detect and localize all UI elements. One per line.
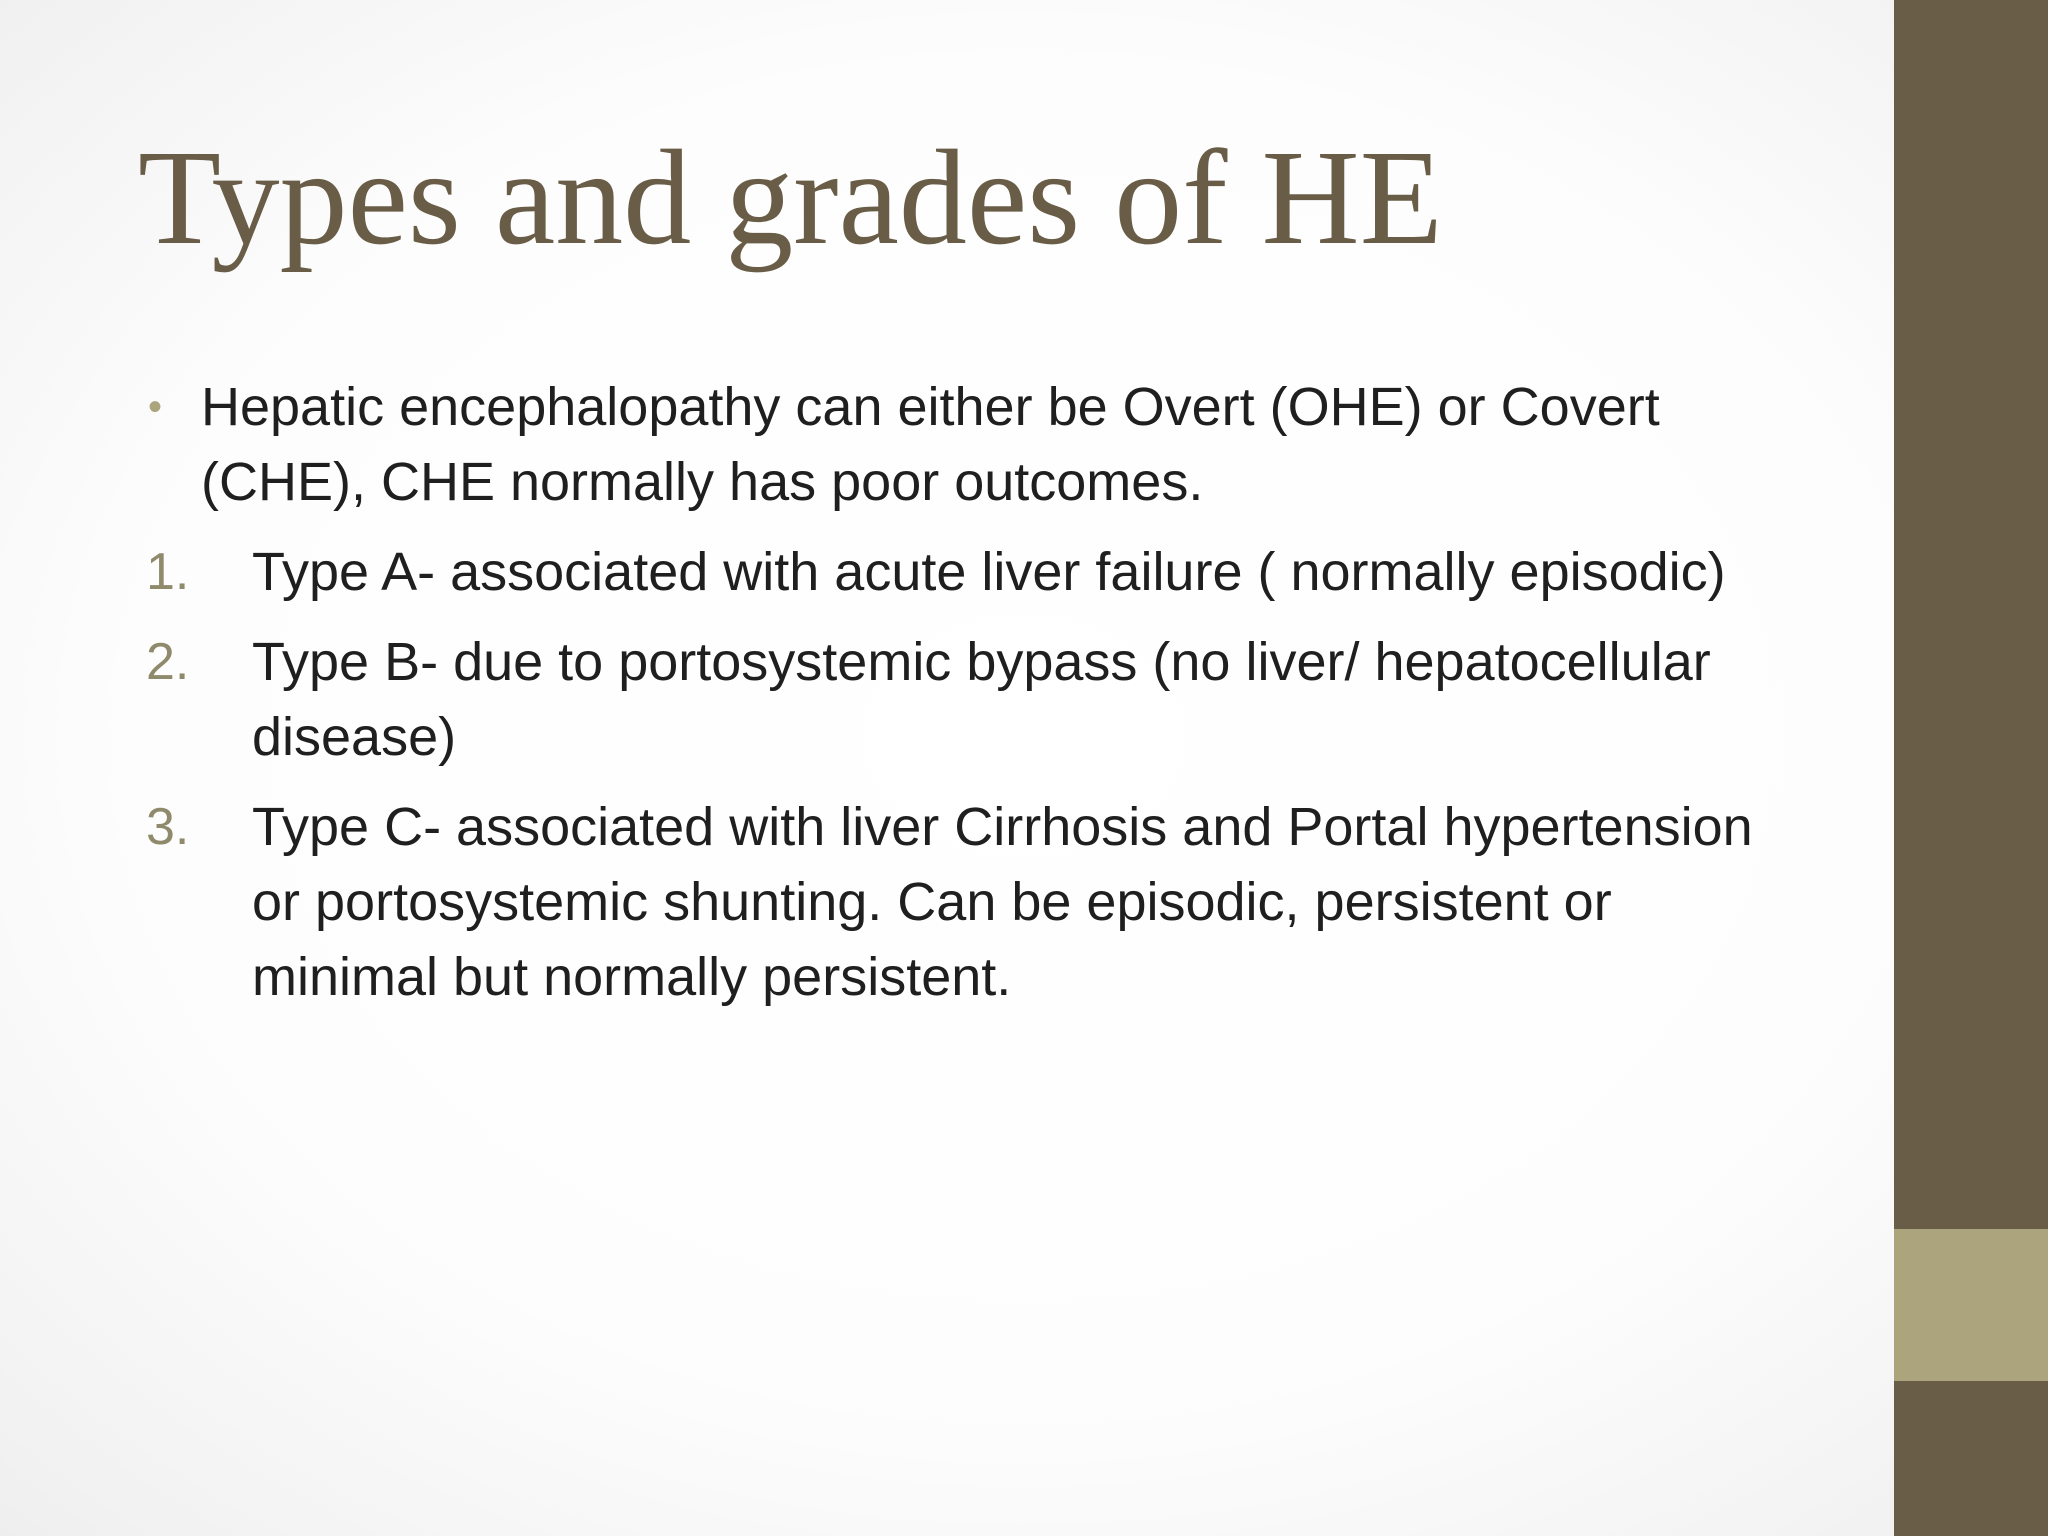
list-item-2 <box>146 625 1786 775</box>
sidebar-accent-band <box>1894 1229 2048 1381</box>
decorative-sidebar <box>1894 0 2048 1536</box>
list-item-3 <box>146 790 1786 1015</box>
bullet-item <box>146 370 1786 520</box>
list-text-2: Type B- due to portosystemic bypass (no liver/ hepatocellular disease) <box>252 632 1711 767</box>
list-item-1 <box>146 535 1786 610</box>
list-text-3: Type C- associated with liver Cirrhosis and Portal hypertension or portosystemic shunting. Can be episodic, persistent or minimal but normally persistent. <box>252 797 1753 1007</box>
slide-title: Types and grades of HE <box>138 123 1443 273</box>
list-text-1: Type A- associated with acute liver failure ( normally episodic) <box>252 542 1726 602</box>
bullet-marker: • <box>148 385 163 429</box>
slide-content <box>146 370 1786 1030</box>
list-number-1: 1. <box>146 543 190 601</box>
list-number-3: 3. <box>146 798 190 856</box>
list-number-2: 2. <box>146 633 190 691</box>
bullet-text: Hepatic encephalopathy can either be Overt (OHE) or Covert (CHE), CHE normally has poor outcomes. <box>201 377 1660 512</box>
